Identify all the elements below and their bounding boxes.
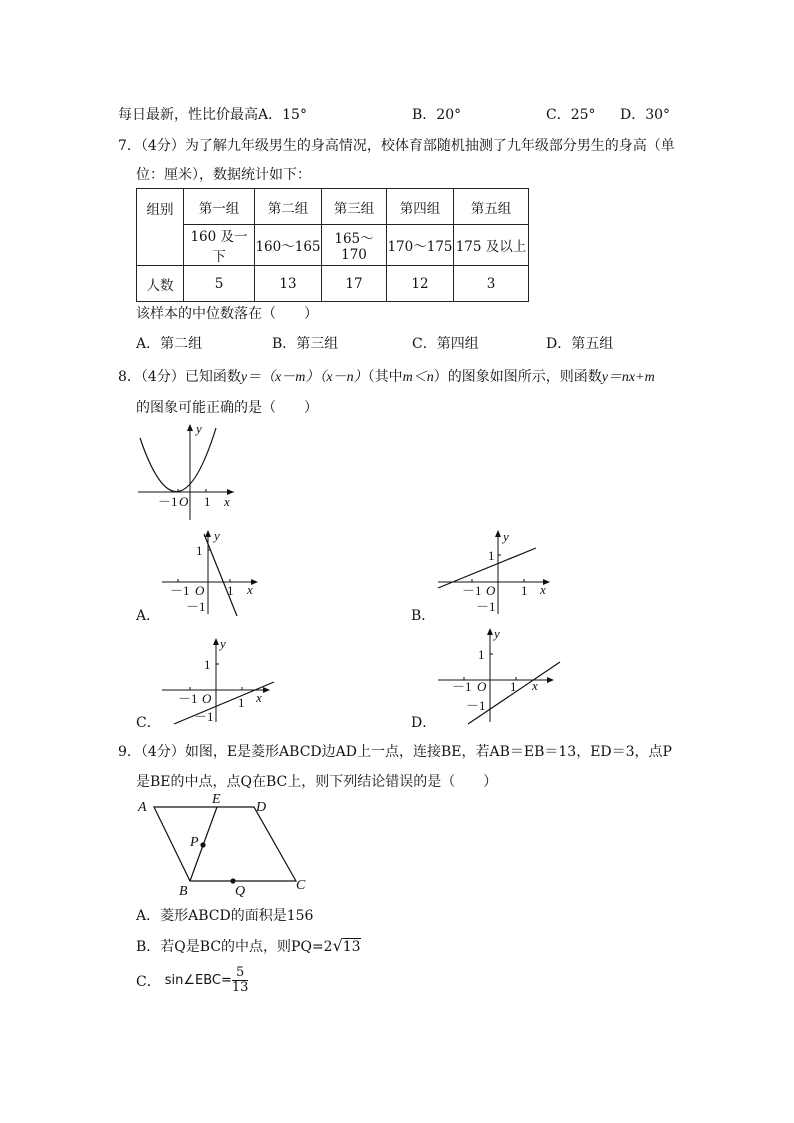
- q6-option-d-text: 30°: [645, 107, 671, 123]
- q8-func2: y＝nx+m: [601, 370, 655, 385]
- q7-stem-line1: 7．（4分）为了解九年级男生的身高情况，校体育部随机抽测了九年级部分男生的身高（单: [118, 138, 675, 154]
- q9-option-c: [136, 966, 248, 995]
- q6-option-a-text: 15°: [282, 107, 307, 123]
- point-q-label: Q: [235, 884, 246, 898]
- option-c-y-label: y: [220, 636, 226, 651]
- table-cell-group-3: 第三组: [322, 189, 387, 225]
- table-cell-count-3: 17: [322, 266, 387, 302]
- parabola-origin-label: O: [179, 494, 189, 509]
- fraction-denominator: 13: [231, 980, 249, 995]
- q7-stem-line2: 位：厘米），数据统计如下：: [136, 167, 311, 183]
- fraction-numerator: 5: [232, 966, 249, 981]
- option-b-graph: [436, 528, 558, 618]
- q6-option-a-letter: A．: [258, 107, 283, 123]
- option-c-graph: [160, 636, 280, 726]
- parabola-y-label: y: [196, 421, 202, 436]
- q9-option-c-letter: C．: [136, 973, 161, 990]
- table-cell-range-2: 160～165: [255, 225, 322, 266]
- q8-stem-line1: [118, 366, 655, 386]
- q7-data-table: [136, 188, 529, 302]
- q6-option-d: [620, 104, 670, 124]
- radical-sign: √: [332, 936, 343, 955]
- q8-stem-suffix: ）的图象如图所示，则函数: [433, 369, 602, 385]
- option-b-origin-label: O: [486, 583, 496, 598]
- q6-line: [118, 104, 307, 124]
- table-cell-count-1: 5: [184, 266, 255, 302]
- table-cell-range-4: 170～175: [387, 225, 454, 266]
- option-d-one-y-label: 1: [478, 647, 485, 662]
- q9-stem-line2: 是BE的中点，点Q在BC上，则下列结论错误的是（ ）: [136, 774, 498, 790]
- table-cell-range-3: 165～170: [322, 225, 387, 266]
- option-d-y-label: y: [494, 626, 500, 641]
- rhombus-figure: [134, 792, 314, 898]
- option-b-neg-one-x-label: －1: [462, 583, 482, 598]
- table-cell-group-5: 第五组: [454, 189, 529, 225]
- q6-option-b: [412, 104, 461, 124]
- option-a-neg-one-x-label: －1: [170, 583, 190, 598]
- fraction: [232, 966, 249, 995]
- point-b-label: B: [179, 884, 188, 898]
- q6-option-c-text: 25°: [570, 107, 596, 123]
- table-cell-group-4: 第四组: [387, 189, 454, 225]
- option-d-letter: D．: [411, 715, 437, 731]
- option-c-neg-one-x-label: －1: [178, 691, 198, 706]
- option-d-graph: [436, 626, 566, 726]
- option-a-y-label: y: [214, 528, 220, 543]
- parabola-x-label: x: [224, 494, 230, 509]
- point-c-label: C: [296, 878, 306, 893]
- option-b-one-x-label: 1: [521, 583, 528, 598]
- point-e-label: E: [212, 792, 221, 807]
- q6-lead-text: 每日最新，性比价最高: [118, 107, 258, 123]
- option-a-origin-label: O: [195, 583, 205, 598]
- q7-option-b: B．第三组: [272, 336, 339, 352]
- table-row: [137, 266, 529, 302]
- table-row: [137, 225, 529, 266]
- option-b-y-label: y: [503, 529, 509, 544]
- q8-stem-line2: 的图象可能正确的是（ ）: [136, 400, 318, 416]
- table-cell-range-5: 175 及以上: [454, 225, 529, 266]
- option-b-neg-one-y-label: －1: [476, 599, 496, 614]
- table-row: [137, 189, 529, 225]
- parabola-graph: [134, 420, 244, 524]
- option-c-one-x-label: 1: [238, 695, 245, 710]
- table-cell-count-4: 12: [387, 266, 454, 302]
- option-c-one-y-label: 1: [204, 657, 211, 672]
- option-a-x-label: x: [247, 582, 253, 597]
- table-cell-group-1: 第一组: [184, 189, 255, 225]
- option-d-neg-one-y-label: －1: [466, 698, 486, 713]
- option-a-neg-one-y-label: －1: [186, 599, 206, 614]
- radicand: 13: [342, 939, 361, 955]
- q7-question: 该样本的中位数落在（ ）: [136, 306, 318, 322]
- option-d-origin-label: O: [477, 679, 487, 694]
- q6-option-c-letter: C．: [546, 107, 571, 123]
- option-b-x-label: x: [540, 582, 546, 597]
- table-header-group: 组别: [137, 189, 184, 266]
- option-a-letter: A．: [136, 608, 161, 624]
- table-cell-count-5: 3: [454, 266, 529, 302]
- option-a-one-x-label: 1: [227, 583, 234, 598]
- q6-option-d-letter: D．: [620, 107, 646, 123]
- option-b-letter: B．: [411, 608, 436, 624]
- q7-option-c: C．第四组: [412, 336, 479, 352]
- q9-option-b: [136, 936, 361, 956]
- q6-option-b-text: 20°: [436, 107, 462, 123]
- option-d-one-x-label: 1: [510, 679, 517, 694]
- q9-stem-line1: 9．（4分）如图，E是菱形ABCD边AD上一点，连接BE，若AB＝EB＝13，ED＝3，点P: [118, 744, 672, 760]
- point-d-label: D: [256, 800, 267, 815]
- option-a-one-y-label: 1: [196, 543, 203, 558]
- table-cell-group-2: 第二组: [255, 189, 322, 225]
- option-c-origin-label: O: [202, 691, 212, 706]
- q7-option-d: D．第五组: [546, 336, 614, 352]
- table-cell-count-2: 13: [255, 266, 322, 302]
- option-d-neg-one-x-label: －1: [452, 679, 472, 694]
- option-c-neg-one-y-label: －1: [194, 709, 214, 724]
- point-p-label: P: [190, 835, 199, 850]
- table-cell-range-1: 160 及一下: [184, 225, 255, 266]
- q9-option-c-func: sin∠EBC=: [164, 973, 232, 988]
- q7-option-a: A．第二组: [136, 336, 203, 352]
- q9-option-a: A．菱形ABCD的面积是156: [136, 908, 314, 924]
- parabola-neg-one-label: －1: [158, 494, 178, 509]
- table-header-count: 人数: [137, 266, 184, 302]
- q8-func1: y＝（x－m）（x－n）: [240, 370, 368, 385]
- q8-stem-prefix: 8．（4分）已知函数: [118, 369, 241, 385]
- point-a-label: A: [138, 800, 147, 815]
- parabola-one-label: 1: [204, 494, 211, 509]
- q8-cond: m＜n: [402, 370, 434, 385]
- option-b-one-y-label: 1: [488, 548, 495, 563]
- q9-option-b-text: B．若Q是BC的中点，则PQ=2: [136, 939, 333, 955]
- q6-option-b-letter: B．: [412, 107, 437, 123]
- option-c-x-label: x: [256, 690, 262, 705]
- q8-stem-middle: （其中: [367, 369, 403, 385]
- q6-option-c: [546, 104, 596, 124]
- option-a-graph: [160, 528, 264, 618]
- option-c-letter: C．: [136, 715, 161, 731]
- option-d-x-label: x: [532, 678, 538, 693]
